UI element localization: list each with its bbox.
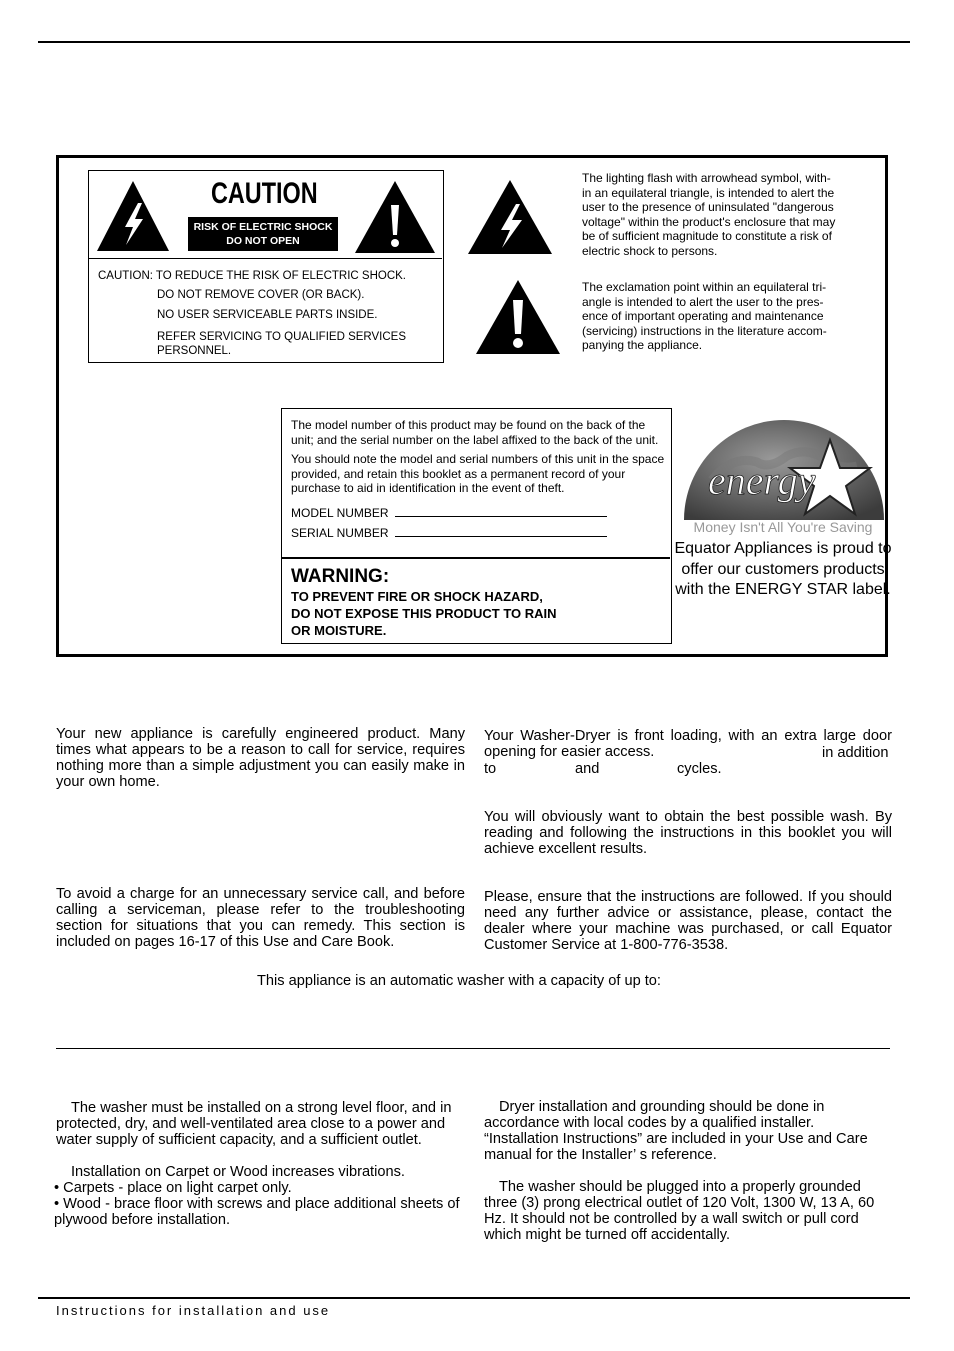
warning-line-2: DO NOT EXPOSE THIS PRODUCT TO RAIN xyxy=(291,606,557,621)
caution-header xyxy=(89,171,442,259)
install-floor-paragraph: The washer must be installed on a strong level floor, and in protected, dry, and well-ventilated area close to a power and water supply of sufficient capacity, and a sufficient outlet. xyxy=(56,1100,452,1148)
top-rule xyxy=(38,41,910,43)
warning-line-1: TO PREVENT FIRE OR SHOCK HAZARD, xyxy=(291,589,543,604)
exclamation-explanation: The exclamation point within an equilateral tri- angle is intended to alert the user to the pres- ence of important operating and maintenance (servicing) instructions in the literature accom- panying the appliance. xyxy=(582,280,827,353)
section-rule xyxy=(56,1048,890,1049)
model-location-text: The model number of this product may be found on the back of the unit; and the serial number on the label affixed to the back of the unit. xyxy=(291,418,659,447)
washer-dryer-and: and xyxy=(575,761,600,777)
serial-number-label: SERIAL NUMBER xyxy=(291,526,389,540)
washer-dryer-cycles: cycles. xyxy=(677,761,722,777)
caution-line-3: NO USER SERVICEABLE PARTS INSIDE. xyxy=(157,308,378,321)
caution-line-5: PERSONNEL. xyxy=(157,345,232,358)
caution-line-4: REFER SERVICING TO QUALIFIED SERVICES xyxy=(157,331,407,344)
energy-tagline: Money Isn't All You're Saving xyxy=(693,519,873,535)
exclamation-triangle-icon xyxy=(474,278,562,356)
warning-text xyxy=(291,588,557,639)
model-instructions xyxy=(291,418,666,541)
intro-paragraph-1: Your new appliance is carefully engineered product. Many times what appears to be a reason to call for service, requires nothing more than a simple adjustment you can easily make in your own home. xyxy=(56,726,465,790)
caution-line-1: CAUTION: TO REDUCE THE RISK OF ELECTRIC SHOCK. xyxy=(98,270,406,282)
dryer-install-paragraph: Dryer installation and grounding should be done in accordance with local codes by a qualified installer. “Installation Instructions” are included in your Use and Care manual for the Installer’ s reference. xyxy=(484,1099,868,1163)
capacity-statement: This appliance is an automatic washer with a capacity of up to: xyxy=(257,973,661,989)
caution-box xyxy=(88,170,444,363)
best-wash-paragraph: You will obviously want to obtain the best possible wash. By reading and following the instructions in this booklet you will achieve excellent results. xyxy=(484,809,892,857)
serial-number-field[interactable] xyxy=(395,536,607,537)
caution-title: CAUTION xyxy=(211,177,318,210)
lightning-triangle-icon xyxy=(466,178,554,256)
energy-logo-text: energy xyxy=(708,458,816,503)
warning-line-3: OR MOISTURE. xyxy=(291,623,387,638)
washer-dryer-addition: in addition xyxy=(822,745,889,761)
model-number-field[interactable] xyxy=(395,516,607,517)
warning-divider xyxy=(282,557,670,559)
washer-dryer-text: Your Washer-Dryer is front loading, with an extra large door opening for easier access. xyxy=(484,728,892,760)
electrical-paragraph: The washer should be plugged into a properly grounded three (3) prong electrical outlet of 120 Volt, 1300 W, 13 A, 60 Hz. It should not be controlled by a wall switch or pull cord which might be turned off accidentally. xyxy=(484,1179,875,1243)
intro-paragraph-2: To avoid a charge for an unnecessary service call, and before calling a serviceman, please refer to the troubleshooting section for situations that you can remedy. This section is included on pages 16-17 of this Use and Care Book. xyxy=(56,886,465,950)
install-carpet-item: • Carpets - place on light carpet only. xyxy=(54,1180,292,1196)
model-number-label: MODEL NUMBER xyxy=(291,505,389,520)
caution-text xyxy=(98,267,406,358)
model-number-row xyxy=(291,506,666,521)
install-vibration-note: Installation on Carpet or Wood increases vibrations. xyxy=(71,1164,405,1180)
serial-number-row xyxy=(291,526,666,541)
washer-dryer-to: to xyxy=(484,761,497,777)
footer-text: Instructions for installation and use xyxy=(56,1303,331,1318)
exclamation-triangle-icon xyxy=(353,179,437,255)
customer-service-paragraph: Please, ensure that the instructions are followed. If you should need any further advice or assistance, please, contact the dealer where your machine was purchased, or call Equator Customer Service at 1-800-776-3538. xyxy=(484,889,892,953)
footer-rule xyxy=(38,1297,910,1299)
record-keeping-text: You should note the model and serial numbers of this unit in the space provided, and retain this booklet as a permanent record of your purchase to aid in identification in the event of theft. xyxy=(291,452,665,495)
lightning-triangle-icon xyxy=(95,179,171,253)
shock-label-line-1: RISK OF ELECTRIC SHOCK xyxy=(193,221,333,233)
model-serial-box xyxy=(281,408,672,644)
lightning-explanation: The lighting flash with arrowhead symbol, with- in an equilateral triangle, is intended to alert the user to the presence of uninsulated "dangerous voltage" within the product's enclosure that may be of sufficient magnitude to constitute a risk of electric shock to persons. xyxy=(582,171,836,258)
caution-line-2: DO NOT REMOVE COVER (OR BACK). xyxy=(157,289,365,302)
energy-star-statement: Equator Appliances is proud to offer our customers products with the ENERGY STAR label. xyxy=(674,540,892,598)
warning-title: WARNING: xyxy=(291,566,390,587)
shock-label xyxy=(188,217,338,251)
shock-label-line-2: DO NOT OPEN xyxy=(226,235,300,247)
energy-star-logo xyxy=(682,420,886,520)
install-wood-item: • Wood - brace floor with screws and place additional sheets of plywood before installation. xyxy=(54,1196,460,1228)
